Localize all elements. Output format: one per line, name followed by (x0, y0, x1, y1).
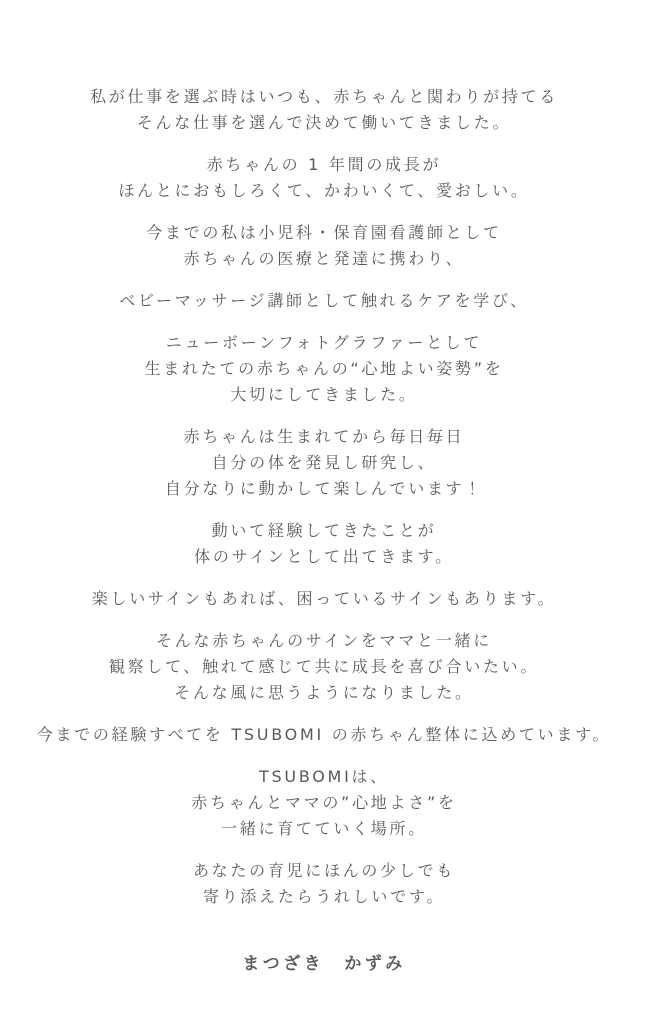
letter-line: 赤ちゃんとママの”心地よさ”を (191, 793, 457, 812)
letter-line: 私が仕事を選ぶ時はいつも、赤ちゃんと関わりが持てる (89, 87, 558, 106)
letter-line: 生まれたての赤ちゃんの“心地よい姿勢”を (144, 359, 504, 378)
letter-line: 自分の体を発見し研究し、 (211, 453, 437, 472)
letter-line: 楽しいサインもあれば、困っているサインもあります。 (91, 589, 557, 608)
letter-line: そんな風に思うようになりました。 (174, 683, 474, 702)
paragraph-observe-with-mama (0, 628, 648, 706)
paragraph-baby-growth (0, 152, 648, 204)
letter-line: 大切にしてきました。 (230, 385, 418, 404)
letter-line: そんな仕事を選んで決めて働いてきました。 (136, 113, 512, 132)
paragraph-baby-discovery (0, 424, 648, 502)
letter-line: 今までの私は小児科・保育園看護師として (146, 223, 502, 242)
letter-line: 動いて経験してきたことが (211, 521, 437, 540)
letter-line: 観察して、触れて感じて共に成長を喜び合いたい。 (108, 657, 540, 676)
letter-line: TSUBOMIは、 (259, 767, 389, 786)
letter-line: ニューボーンフォトグラファーとして (165, 333, 483, 352)
letter-line: あなたの育児にほんの少しでも (192, 861, 456, 880)
letter-line: 自分なりに動かして楽しんでいます！ (164, 479, 484, 498)
letter-line: 一緒に育てていく場所。 (221, 819, 427, 838)
paragraph-closing-wish (0, 858, 648, 910)
letter-line: 赤ちゃんは生まれてから毎日毎日 (183, 427, 465, 446)
letter-line: ほんとにおもしろくて、かわいくて、愛おしい。 (118, 181, 530, 200)
letter-line: 赤ちゃんの医療と発達に携わり、 (183, 249, 465, 268)
letter-line: 今までの経験すべてを TSUBOMI の赤ちゃん整体に込めています。 (36, 725, 612, 744)
paragraph-tsubomi-place (0, 764, 648, 842)
letter-line: ベビーマッサージ講師として触れるケアを学び、 (119, 291, 529, 310)
paragraph-massage-teacher (0, 288, 648, 314)
paragraph-body-signs (0, 518, 648, 570)
paragraph-newborn-photographer (0, 330, 648, 408)
paragraph-sign-kinds (0, 586, 648, 612)
letter-line: 寄り添えたらうれしいです。 (202, 887, 446, 906)
paragraph-work-choice (0, 84, 648, 136)
paragraph-nurse-career (0, 220, 648, 272)
paragraph-experience-tsubomi (0, 722, 648, 748)
letter-body (0, 84, 648, 977)
letter-line: 赤ちゃんの 1 年間の成長が (206, 155, 442, 174)
letter-line: そんな赤ちゃんのサインをママと一緒に (156, 631, 492, 650)
signature: まつざき かずみ (242, 954, 406, 974)
letter-line: 体のサインとして出てきます。 (194, 547, 454, 566)
